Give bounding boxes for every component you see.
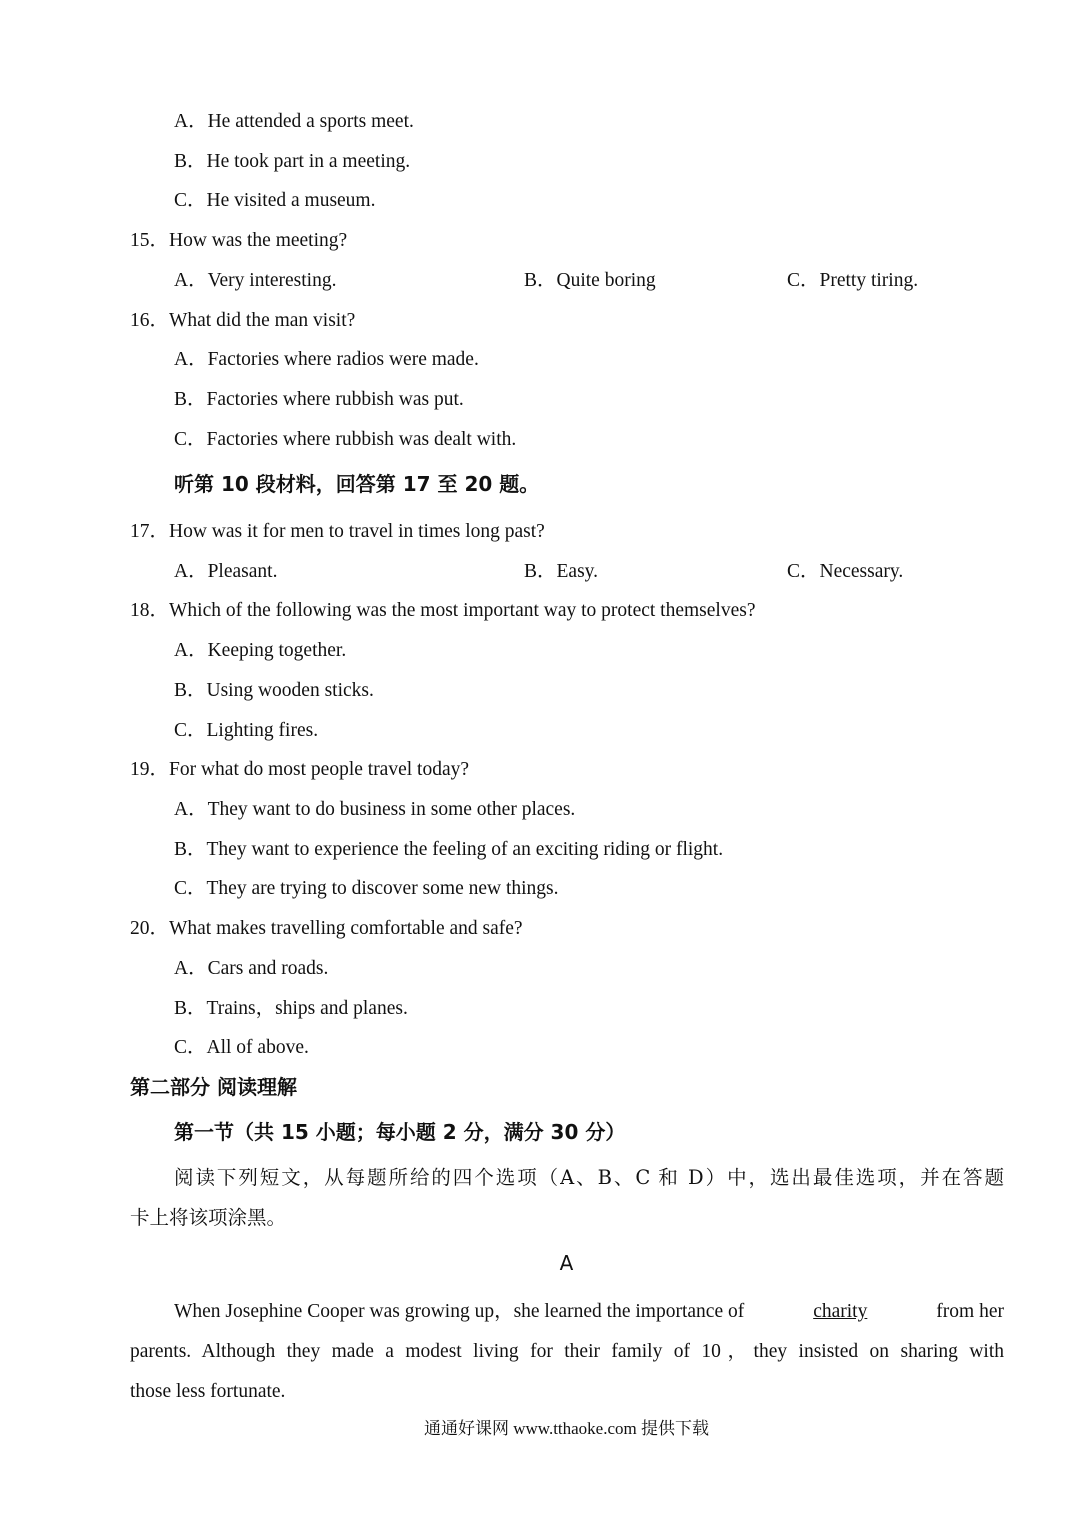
q20-option-c: C．All of above. [174,1037,309,1058]
q16-option-a: A．Factories where radios were made. [174,349,479,370]
part-2-title: 第二部分 阅读理解 [130,1075,297,1099]
q19-question: 19．For what do most people travel today? [130,759,470,780]
q19-option-a: A．They want to do business in some other places. [174,799,576,820]
q20-question: 20．What makes travelling comfortable and safe? [130,918,523,939]
section-10-heading: 听第 10 段材料，回答第 17 至 20 题。 [174,472,540,496]
q15-question: 15．How was the meeting? [130,230,348,251]
passage-line-1-after: from her [936,1301,1004,1322]
passage-label: A [559,1251,574,1275]
passage-line-2: parents. Although they made a modest living for their family of 10，they insisted on sharing with [130,1341,1004,1362]
passage-line-3: those less fortunate. [130,1381,286,1402]
q17-option-c: C．Necessary. [787,561,904,582]
q18-option-b: B．Using wooden sticks. [174,680,374,701]
q19-option-c: C．They are trying to discover some new things. [174,878,559,899]
q18-option-c: C．Lighting fires. [174,720,319,741]
q15-option-b: B．Quite boring [524,270,656,291]
section-1-title: 第一节（共 15 小题；每小题 2 分，满分 30 分） [174,1120,626,1144]
q16-option-b: B．Factories where rubbish was put. [174,389,464,410]
passage-line-1 [174,1302,1004,1322]
q14-option-a: A．He attended a sports meet. [174,111,414,132]
q17-question: 17．How was it for men to travel in times long past? [130,521,545,542]
q19-option-b: B．They want to experience the feeling of an exciting riding or flight. [174,839,724,860]
q18-question: 18．Which of the following was the most important way to protect themselves? [130,600,756,621]
q16-option-c: C．Factories where rubbish was dealt with. [174,429,517,450]
page-footer: 通通好课网 www.tthaoke.com 提供下载 [423,1419,710,1438]
instructions-line-1: 阅读下列短文，从每题所给的四个选项（A、B、C 和 D）中，选出最佳选项，并在答题 [174,1166,1004,1189]
q20-option-a: A．Cars and roads. [174,958,329,979]
q14-option-b: B．He took part in a meeting. [174,151,411,172]
q17-option-b: B．Easy. [524,561,599,582]
q18-option-a: A．Keeping together. [174,640,347,661]
instructions-line-2: 卡上将该项涂黑。 [130,1206,287,1229]
q20-option-b: B．Trains，ships and planes. [174,998,408,1019]
q16-question: 16．What did the man visit? [130,310,356,331]
passage-charity-word: charity [813,1301,868,1322]
q14-option-c: C．He visited a museum. [174,190,376,211]
q17-option-a: A．Pleasant. [174,561,278,582]
q15-option-c: C．Pretty tiring. [787,270,919,291]
passage-line-1-before: When Josephine Cooper was growing up，she learned the importance of [174,1301,745,1322]
q15-option-a: A．Very interesting. [174,270,337,291]
